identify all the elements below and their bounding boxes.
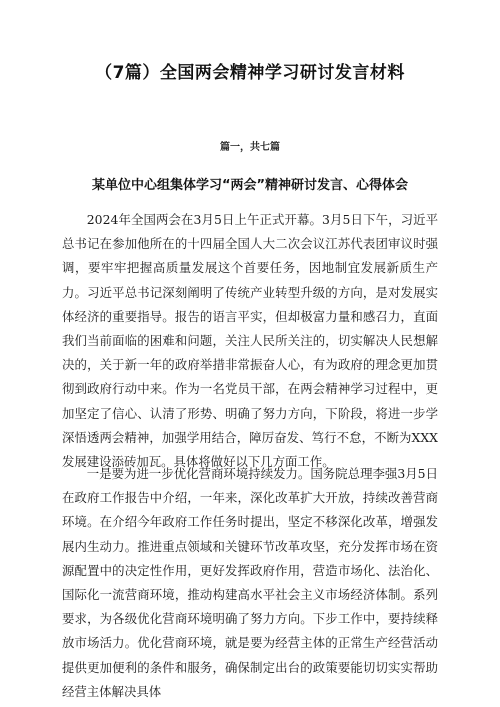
body-paragraph-1: 2024年全国两会在3月5日上午正式开幕。3月5日下午，习近平总书记在参加他所在的十四届全国人大二次会议江苏代表团审议时强调，要牢牢把握高质量发展这个首要任务，因地制宜发展新质生产力。习近平总书记深刻阐明了传统产业转型升级的方向，是对发展实体经济的重要指导。报告的语言平实，但却极富力量和感召力，直面我们当前面临的困难和问题，关注人民所关注的，切实解决人民想解决的，关于新一年的政府举措非常振奋人心，有为政府的理念更加贯彻到政府行动中来。作为一名党员干部，在两会精神学习过程中，更加坚定了信心、认清了形势、明确了努力方向，下阶段，将进一步学深悟透两会精神，加强学用结合，障厉奋发、笃行不怠，不断为XXX发展建设添砖加瓦。具体将做好以下几方面工作。 bbox=[62, 212, 438, 470]
body-paragraph-2: 一是要为进一步优化营商环境持续发力。国务院总理李强3月5日在政府工作报告中介绍，一年来，深化改革扩大开放，持续改善营商环境。在介绍今年政府工作任务时提出，坚定不移深化改革，增强发展内生动力。推进重点领域和关键环节改革攻坚，充分发挥市场在资源配置中的决定性作用，更好发挥政府作用，营造市场化、法治化、国际化一流营商环境，推动构建高水平社会主义市场经济体制。系列要求，为各级优化营商环境明确了努力方向。下步工作中，要持续释放市场活力。优化营商环境，就是要为经营主体的正常生产经营活动提供更加便利的条件和服务，确保制定出台的政策要能切切实实帮助经营主体解决具体 bbox=[62, 466, 438, 699]
section-heading: 某单位中心组集体学习“两会”精神研讨发言、心得体会 bbox=[91, 178, 409, 193]
part-label: 篇一，共七篇 bbox=[220, 142, 280, 153]
document-title: （7篇）全国两会精神学习研讨发言材料 bbox=[95, 63, 405, 83]
